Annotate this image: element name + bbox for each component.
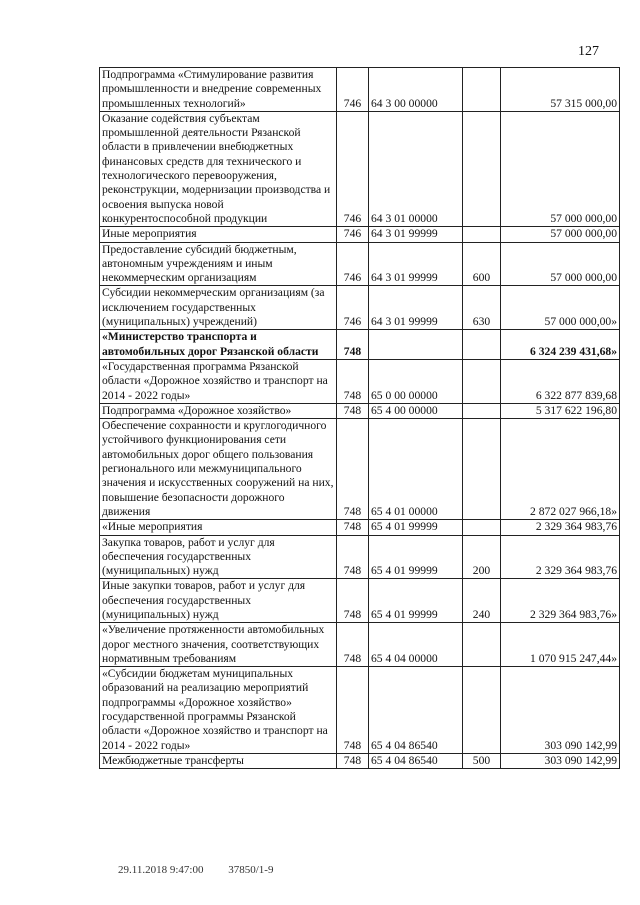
row-target-code: 65 4 00 00000 bbox=[369, 403, 463, 418]
row-target-code: 65 4 01 00000 bbox=[369, 419, 463, 520]
row-amount: 1 070 915 247,44» bbox=[501, 623, 620, 667]
row-target-code: 65 0 00 00000 bbox=[369, 359, 463, 403]
row-name: Межбюджетные трансферты bbox=[100, 753, 337, 768]
table-row bbox=[100, 242, 620, 286]
row-target-code: 65 4 04 86540 bbox=[369, 753, 463, 768]
row-expense-type bbox=[463, 227, 501, 242]
row-amount: 2 329 364 983,76 bbox=[501, 535, 620, 579]
row-amount: 303 090 142,99 bbox=[501, 667, 620, 754]
row-name: Подпрограмма «Дорожное хозяйство» bbox=[100, 403, 337, 418]
row-expense-type bbox=[463, 520, 501, 535]
row-name: Подпрограмма «Стимулирование развития промышленности и внедрение современных промышленных технологий» bbox=[100, 68, 337, 112]
row-amount: 57 000 000,00» bbox=[501, 286, 620, 330]
row-code: 748 bbox=[337, 623, 369, 667]
budget-table bbox=[99, 67, 620, 769]
row-expense-type bbox=[463, 68, 501, 112]
budget-table-body bbox=[100, 68, 620, 769]
row-target-code: 64 3 01 99999 bbox=[369, 286, 463, 330]
row-amount: 57 000 000,00 bbox=[501, 227, 620, 242]
row-name: «Субсидии бюджетам муниципальных образований на реализацию мероприятий подпрограммы «Дорожное хозяйство» государственной программы Рязанской области «Дорожное хозяйство и транспорт на 2014 - 2022 годы» bbox=[100, 667, 337, 754]
table-row bbox=[100, 579, 620, 623]
row-target-code: 64 3 00 00000 bbox=[369, 68, 463, 112]
row-amount: 57 000 000,00 bbox=[501, 242, 620, 286]
row-amount: 303 090 142,99 bbox=[501, 753, 620, 768]
row-expense-type bbox=[463, 419, 501, 520]
row-code: 748 bbox=[337, 579, 369, 623]
table-row bbox=[100, 359, 620, 403]
table-row bbox=[100, 286, 620, 330]
row-name: «Министерство транспорта и автомобильных дорог Рязанской области bbox=[100, 330, 337, 360]
row-name: «Иные мероприятия bbox=[100, 520, 337, 535]
row-code: 746 bbox=[337, 227, 369, 242]
row-amount: 5 317 622 196,80 bbox=[501, 403, 620, 418]
row-expense-type bbox=[463, 623, 501, 667]
footer-doc-id: 37850/1-9 bbox=[228, 864, 274, 876]
table-row bbox=[100, 111, 620, 226]
footer bbox=[118, 864, 273, 876]
row-code: 748 bbox=[337, 535, 369, 579]
row-expense-type bbox=[463, 403, 501, 418]
row-code: 746 bbox=[337, 68, 369, 112]
row-name: Закупка товаров, работ и услуг для обеспечения государственных (муниципальных) нужд bbox=[100, 535, 337, 579]
row-expense-type: 240 bbox=[463, 579, 501, 623]
row-name: Субсидии некоммерческим организациям (за исключением государственных (муниципальных) учреждений) bbox=[100, 286, 337, 330]
row-code: 746 bbox=[337, 111, 369, 226]
row-expense-type: 500 bbox=[463, 753, 501, 768]
table-row bbox=[100, 667, 620, 754]
table-row bbox=[100, 330, 620, 360]
page-number: 127 bbox=[578, 44, 599, 59]
table-row bbox=[100, 419, 620, 520]
row-name: «Государственная программа Рязанской области «Дорожное хозяйство и транспорт на 2014 - 2022 годы» bbox=[100, 359, 337, 403]
row-name: Иные закупки товаров, работ и услуг для обеспечения государственных (муниципальных) нужд bbox=[100, 579, 337, 623]
row-code: 748 bbox=[337, 403, 369, 418]
row-amount: 57 315 000,00 bbox=[501, 68, 620, 112]
row-name: Обеспечение сохранности и круглогодичного устойчивого функционирования сети автомобильных дорог общего пользования регионального или межмуниципального значения и искусственных сооружений на них, повышение безопасности дорожного движения bbox=[100, 419, 337, 520]
row-code: 748 bbox=[337, 419, 369, 520]
row-expense-type: 630 bbox=[463, 286, 501, 330]
row-target-code: 65 4 04 00000 bbox=[369, 623, 463, 667]
row-code: 746 bbox=[337, 286, 369, 330]
row-expense-type bbox=[463, 111, 501, 226]
row-amount: 2 872 027 966,18» bbox=[501, 419, 620, 520]
row-target-code: 65 4 04 86540 bbox=[369, 667, 463, 754]
row-target-code: 64 3 01 00000 bbox=[369, 111, 463, 226]
row-name: «Увеличение протяженности автомобильных дорог местного значения, соответствующих нормативным требованиям bbox=[100, 623, 337, 667]
row-code: 746 bbox=[337, 242, 369, 286]
row-target-code: 64 3 01 99999 bbox=[369, 227, 463, 242]
row-expense-type: 200 bbox=[463, 535, 501, 579]
row-target-code: 64 3 01 99999 bbox=[369, 242, 463, 286]
table-row bbox=[100, 227, 620, 242]
row-amount: 2 329 364 983,76» bbox=[501, 579, 620, 623]
row-code: 748 bbox=[337, 667, 369, 754]
row-code: 748 bbox=[337, 330, 369, 360]
footer-timestamp: 29.11.2018 9:47:00 bbox=[118, 864, 204, 876]
row-expense-type bbox=[463, 359, 501, 403]
row-name: Оказание содействия субъектам промышленной деятельности Рязанской области в привлечении внебюджетных финансовых средств для технического и технологического перевооружения, реконструкции, модернизации производства и освоения выпуска новой конкурентоспособной продукции bbox=[100, 111, 337, 226]
row-name: Иные мероприятия bbox=[100, 227, 337, 242]
row-amount: 2 329 364 983,76 bbox=[501, 520, 620, 535]
row-code: 748 bbox=[337, 753, 369, 768]
table-row bbox=[100, 535, 620, 579]
row-target-code: 65 4 01 99999 bbox=[369, 520, 463, 535]
row-target-code: 65 4 01 99999 bbox=[369, 535, 463, 579]
table-row bbox=[100, 623, 620, 667]
row-code: 748 bbox=[337, 520, 369, 535]
row-expense-type bbox=[463, 667, 501, 754]
row-amount: 6 322 877 839,68 bbox=[501, 359, 620, 403]
row-expense-type: 600 bbox=[463, 242, 501, 286]
row-target-code bbox=[369, 330, 463, 360]
row-code: 748 bbox=[337, 359, 369, 403]
row-target-code: 65 4 01 99999 bbox=[369, 579, 463, 623]
table-row bbox=[100, 520, 620, 535]
table-row bbox=[100, 68, 620, 112]
row-amount: 6 324 239 431,68» bbox=[501, 330, 620, 360]
row-name: Предоставление субсидий бюджетным, автономным учреждениям и иным некоммерческим организациям bbox=[100, 242, 337, 286]
table-row bbox=[100, 753, 620, 768]
row-amount: 57 000 000,00 bbox=[501, 111, 620, 226]
row-expense-type bbox=[463, 330, 501, 360]
table-row bbox=[100, 403, 620, 418]
